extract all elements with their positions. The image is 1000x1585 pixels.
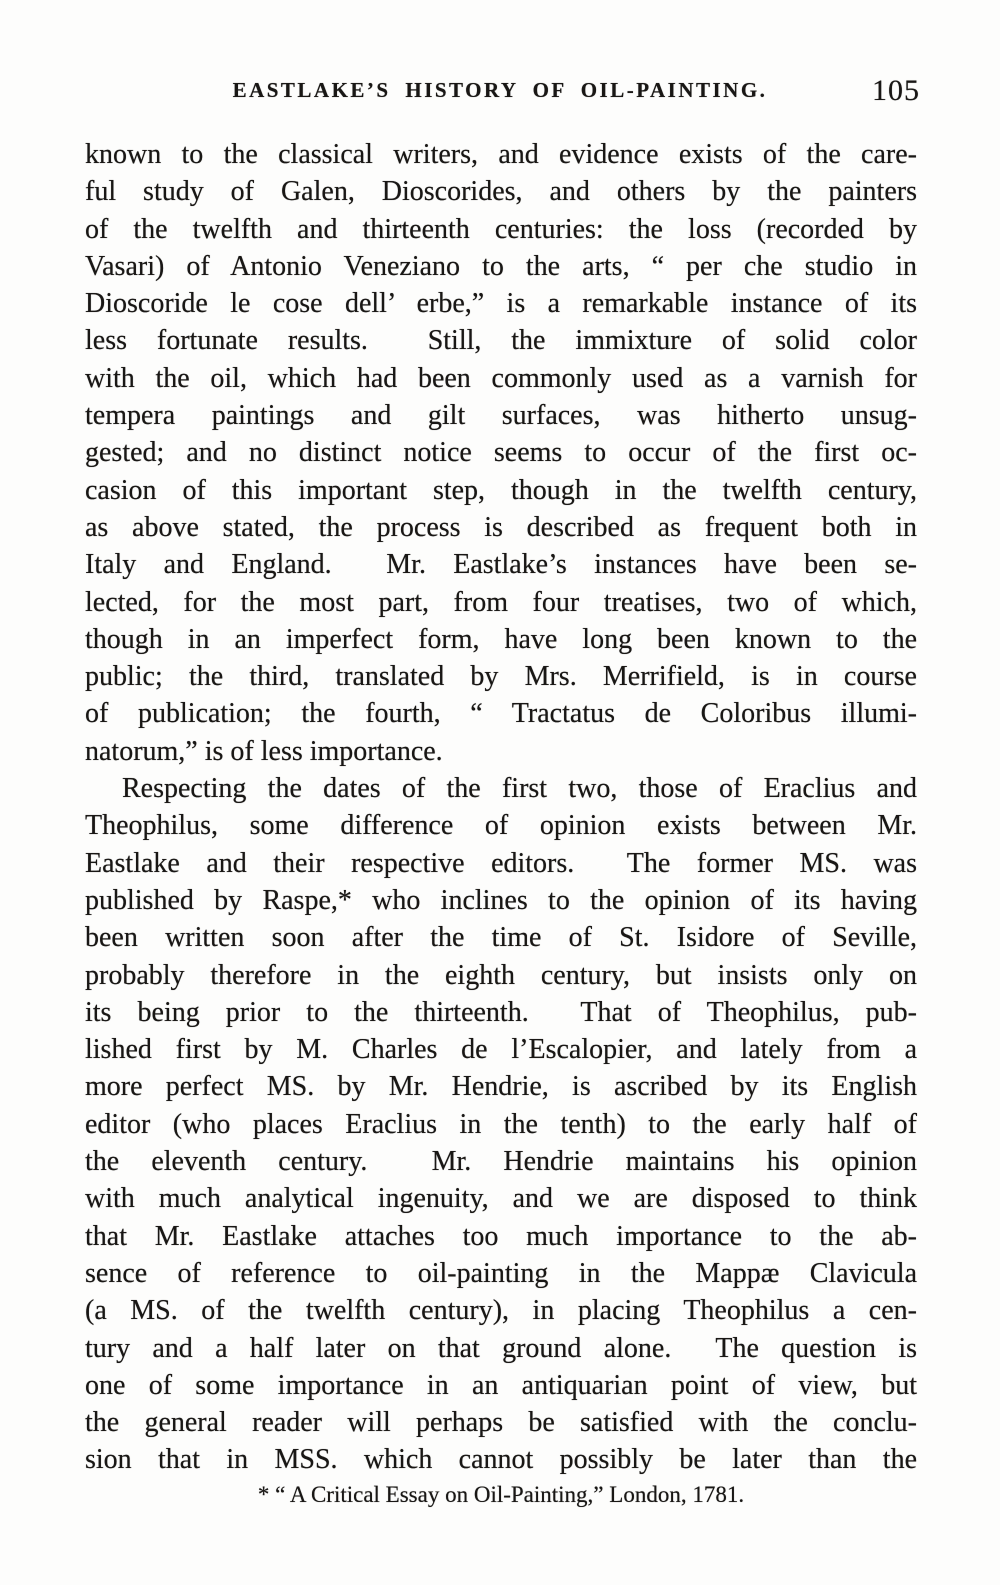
running-title: EASTLAKE’S HISTORY OF OIL-PAINTING. (232, 78, 768, 102)
text-line: of publication; the fourth, “ Tractatus de Coloribus illumi- (85, 698, 917, 730)
text-line: Dioscoride le cose dell’ erbe,” is a remarkable instance of its (85, 288, 917, 320)
text-line: lected, for the most part, from four treatises, two of which, (85, 586, 917, 618)
paragraph-respecting-dates (85, 770, 917, 1479)
text-line: (a MS. of the twelfth century), in placing Theophilus a cen- (85, 1295, 917, 1327)
text-line: sion that in MSS. which cannot possibly be later than the (85, 1444, 917, 1476)
text-line: that Mr. Eastlake attaches too much importance to the ab- (85, 1220, 917, 1252)
paragraph-continuation (85, 136, 917, 770)
text-line: public; the third, translated by Mrs. Merrifield, is in course (85, 661, 917, 693)
text-line: natorum,” is of less importance. (85, 735, 443, 767)
text-line: known to the classical writers, and evidence exists of the care- (85, 139, 917, 170)
text-line: tempera paintings and gilt surfaces, was hitherto unsug- (85, 400, 917, 432)
text-line: Theophilus, some difference of opinion exists between Mr. (85, 810, 917, 842)
text-line: casion of this important step, though in the twelfth century, (85, 474, 917, 506)
text-line: the general reader will perhaps be satisfied with the conclu- (85, 1407, 917, 1439)
text-line: with the oil, which had been commonly used as a varnish for (85, 362, 917, 394)
text-line: editor (who places Eraclius in the tenth) to the early half of (85, 1108, 917, 1140)
text-line: Vasari) of Antonio Veneziano to the arts, “ per che studio in (85, 250, 917, 282)
text-line: been written soon after the time of St. Isidore of Seville, (85, 922, 917, 954)
text-line: tury and a half later on that ground alone. The question is (85, 1332, 917, 1364)
text-line: sence of reference to oil-painting in the Mappæ Clavicula (85, 1257, 917, 1289)
text-line: as above stated, the process is described as frequent both in (85, 511, 917, 543)
running-header (0, 74, 1000, 106)
text-line: its being prior to the thirteenth. That of Theophilus, pub- (85, 996, 917, 1028)
text-line: with much analytical ingenuity, and we are disposed to think (85, 1183, 917, 1215)
text-line: one of some importance in an antiquarian point of view, but (85, 1369, 917, 1401)
text-line: gested; and no distinct notice seems to occur of the first oc- (85, 437, 917, 469)
text-line: of the twelfth and thirteenth centuries: the loss (recorded by (85, 213, 917, 245)
text-line: Italy and England. Mr. Eastlake’s instances have been se- (85, 549, 917, 581)
text-line: Eastlake and their respective editors. The former MS. was (85, 847, 917, 879)
text-line: less fortunate results. Still, the immixture of solid color (85, 325, 917, 357)
text-line: lished first by M. Charles de l’Escalopier, and lately from a (85, 1034, 917, 1066)
page-body (85, 136, 917, 1479)
text-line: ful study of Galen, Dioscorides, and others by the painters (85, 176, 917, 208)
text-line: published by Raspe,* who inclines to the opinion of its having (85, 884, 917, 916)
text-line: more perfect MS. by Mr. Hendrie, is ascribed by its English (85, 1071, 917, 1103)
text-line: the eleventh century. Mr. Hendrie maintains his opinion (85, 1146, 917, 1178)
text-line: though in an imperfect form, have long been known to the (85, 623, 917, 655)
text-line: probably therefore in the eighth century, but insists only on (85, 959, 917, 991)
text-line: Respecting the dates of the first two, those of Eraclius and (122, 773, 917, 805)
page-number: 105 (872, 74, 920, 107)
footnote: * “ A Critical Essay on Oil-Painting,” London, 1781. (257, 1482, 745, 1507)
